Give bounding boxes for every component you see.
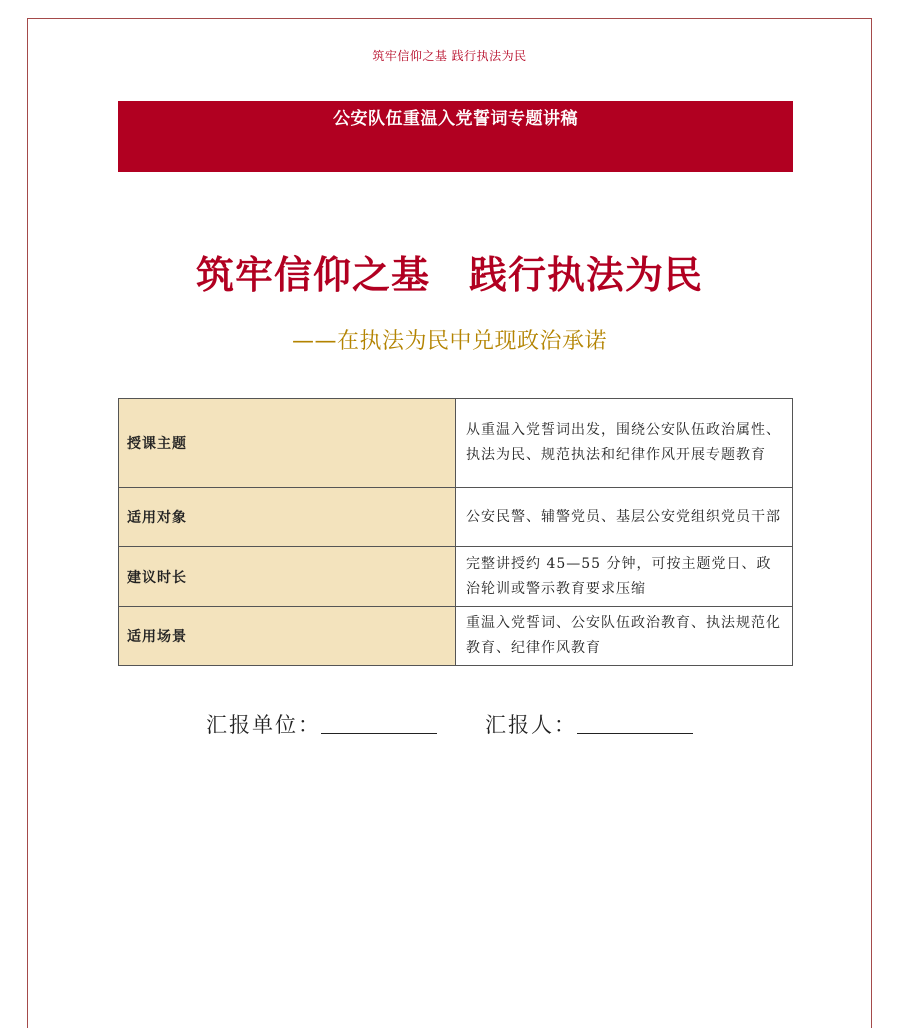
title-banner xyxy=(118,101,793,172)
row-label: 建议时长 xyxy=(119,547,456,607)
report-line xyxy=(28,709,871,739)
report-unit-label: 汇报单位： xyxy=(206,713,321,737)
row-value: 从重温入党誓词出发，围绕公安队伍政治属性、执法为民、规范执法和纪律作风开展专题教育 xyxy=(456,399,793,488)
row-label: 适用场景 xyxy=(119,607,456,666)
banner-title: 公安队伍重温入党誓词专题讲稿 xyxy=(333,109,578,129)
running-header: 筑牢信仰之基 践行执法为民 xyxy=(372,49,527,63)
table-row xyxy=(119,547,793,607)
info-table xyxy=(118,398,793,666)
document-page xyxy=(27,18,872,1028)
row-value: 公安民警、辅警党员、基层公安党组织党员干部 xyxy=(456,488,793,547)
subtitle: ——在执法为民中兑现政治承诺 xyxy=(291,329,607,354)
report-unit-blank[interactable] xyxy=(321,711,437,734)
table-row xyxy=(119,488,793,547)
row-label: 授课主题 xyxy=(119,399,456,488)
row-value: 重温入党誓词、公安队伍政治教育、执法规范化教育、纪律作风教育 xyxy=(456,607,793,666)
report-person-label: 汇报人： xyxy=(485,713,577,737)
row-value: 完整讲授约 45—55 分钟，可按主题党日、政治轮训或警示教育要求压缩 xyxy=(456,547,793,607)
main-title: 筑牢信仰之基 践行执法为民 xyxy=(195,253,703,297)
table-row xyxy=(119,607,793,666)
table-row xyxy=(119,399,793,488)
report-person-blank[interactable] xyxy=(577,711,693,734)
row-label: 适用对象 xyxy=(119,488,456,547)
